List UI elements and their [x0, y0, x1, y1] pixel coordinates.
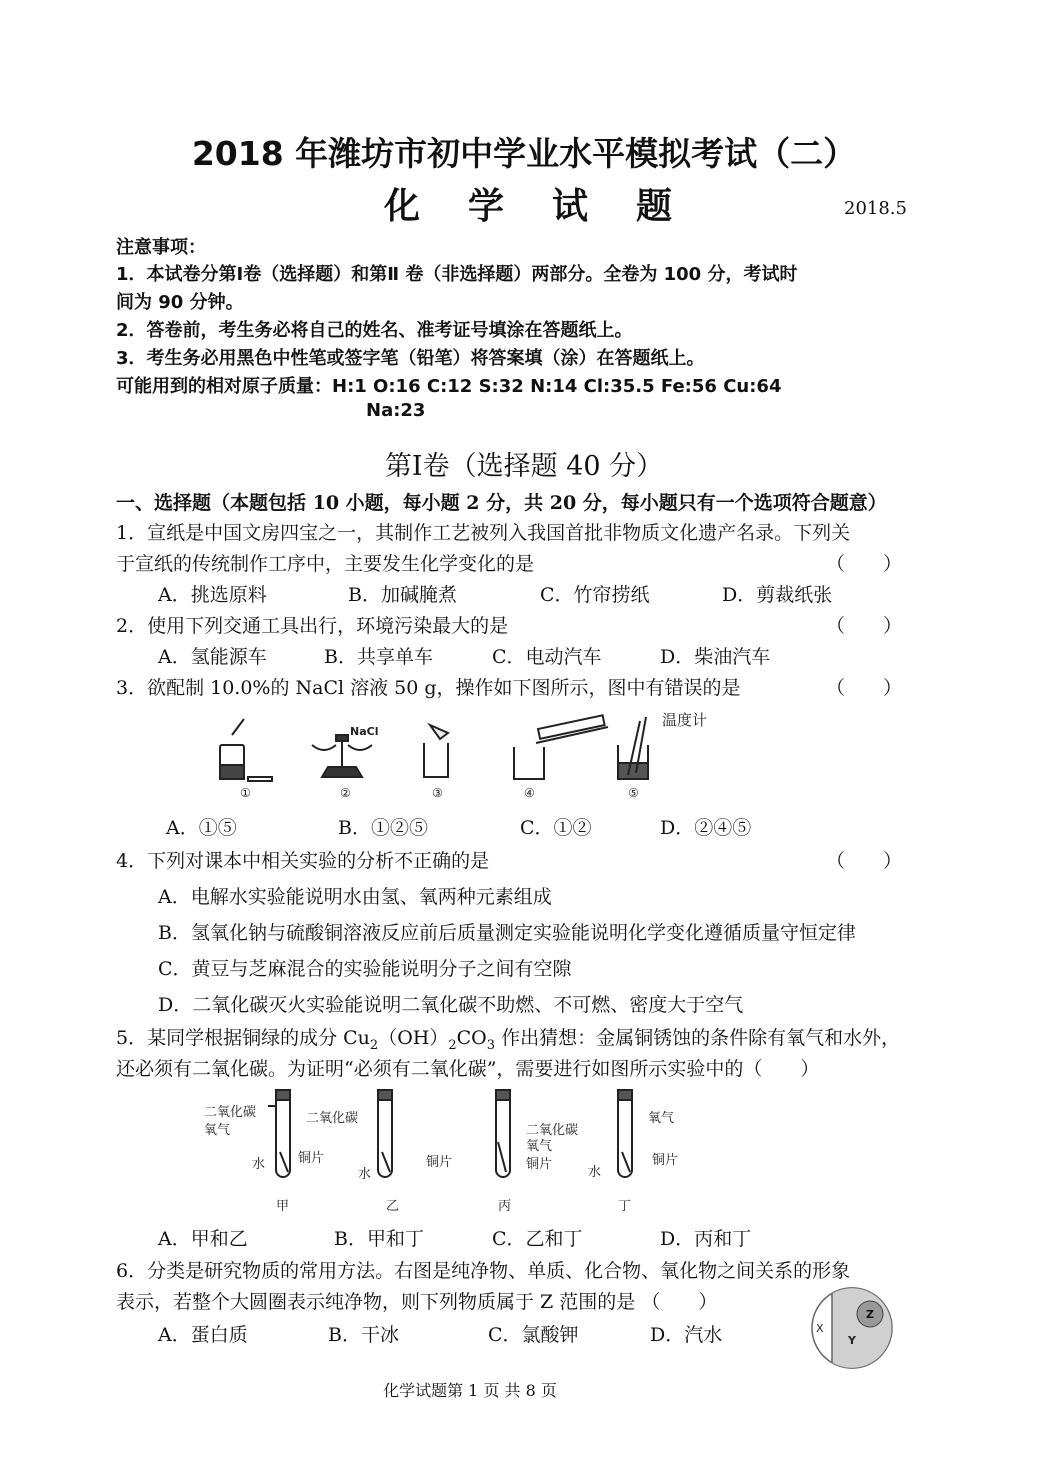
tube-label-ding: 丁	[618, 1199, 632, 1214]
reagent-bottle-diagram	[220, 719, 272, 781]
tube2-cu-label: 铜片	[426, 1155, 453, 1170]
q5-sub3: 3	[486, 1037, 496, 1053]
q5-line1	[116, 1023, 900, 1053]
q2-answer-blank: （ ）	[826, 615, 903, 637]
exam-date: 2018.5	[844, 198, 907, 219]
q3-option-c: C．①②	[520, 817, 592, 839]
balance-diagram	[312, 735, 372, 777]
q6-option-a: A．蛋白质	[158, 1324, 248, 1346]
tube4-cu-label: 铜片	[652, 1153, 679, 1168]
q2-text: 2．使用下列交通工具出行，环境污染最大的是	[116, 615, 509, 637]
atomic-masses: 可能用到的相对原子质量：H:1 O:16 C:12 S:32 N:14 Cl:35.5 Fe:56 Cu:64	[116, 376, 782, 397]
note-1a: 1．本试卷分第Ⅰ卷（选择题）和第Ⅱ 卷（非选择题）两部分。全卷为 100 分，考试时	[116, 264, 798, 285]
tube2-co2-label: 二氧化碳	[306, 1111, 359, 1126]
exam-title: 2018 年潍坊市初中学业水平模拟考试（二）	[191, 134, 857, 173]
tube4-water-label: 水	[588, 1165, 602, 1180]
q1-option-a: A．挑选原料	[158, 584, 267, 606]
beaker-pouring-diagram	[424, 725, 448, 777]
step-3-label: ③	[432, 786, 443, 800]
step-2-label: ②	[340, 786, 351, 800]
tube3-cu-label: 铜片	[526, 1157, 553, 1172]
q5-option-a: A．甲和乙	[158, 1228, 248, 1250]
tube1-water-label: 水	[252, 1157, 266, 1172]
q4-option-a: A．电解水实验能说明水由氢、氧两种元素组成	[158, 886, 552, 908]
tube2-water-label: 水	[358, 1167, 372, 1182]
q2-option-b: B．共享单车	[324, 646, 433, 668]
cylinder-pouring-diagram	[514, 715, 608, 779]
q1-option-c: C．竹帘捞纸	[540, 584, 650, 606]
tube-label-jia: 甲	[276, 1199, 290, 1214]
q6-venn-diagram	[804, 1286, 900, 1370]
q3-option-a: A．①⑤	[166, 817, 237, 839]
step-1-label: ①	[240, 786, 251, 800]
subject-title: 化学试题	[384, 186, 721, 227]
section-title: 第Ⅰ卷（选择题 40 分）	[384, 451, 664, 482]
q6-option-c: C．氯酸钾	[488, 1324, 579, 1346]
q5-tubes-figure	[196, 1086, 716, 1216]
q5-line2: 还必须有二氧化碳。为证明“必须有二氧化碳”，需要进行如图所示实验中的（ ）	[116, 1058, 820, 1080]
venn-x-label: X	[816, 1322, 824, 1335]
notes-heading: 注意事项：	[116, 237, 206, 258]
step-4-label: ④	[524, 786, 535, 800]
q6-option-d: D．汽水	[650, 1324, 723, 1346]
q2-option-d: D．柴油汽车	[660, 646, 771, 668]
q4-text: 4．下列对课本中相关实验的分析不正确的是	[116, 850, 490, 872]
q4-answer-blank: （ ）	[826, 850, 903, 872]
thermometer-label: 温度计	[662, 711, 708, 729]
tube1-cu-label: 铜片	[298, 1151, 325, 1166]
q4-option-d: D．二氧化碳灭火实验能说明二氧化碳不助燃、不可燃、密度大于空气	[158, 994, 744, 1016]
q2-option-a: A．氢能源车	[158, 646, 267, 668]
q5-line1d: 作出猜想：金属铜锈蚀的条件除有氧气和水外，	[495, 1027, 901, 1049]
q5-line1a: 5．某同学根据铜绿的成分 Cu	[116, 1027, 370, 1049]
q5-line1b: （OH）	[378, 1027, 449, 1049]
tube3-o2-label: 氧气	[526, 1139, 553, 1154]
q1-line1: 1．宣纸是中国文房四宝之一，其制作工艺被列入我国首批非物质文化遗产名录。下列关	[116, 522, 851, 544]
tube3-co2-label: 二氧化碳	[526, 1123, 579, 1138]
note-1b: 间为 90 分钟。	[116, 292, 244, 313]
q1-option-d: D．剪裁纸张	[722, 584, 833, 606]
q5-sub1: 2	[369, 1037, 379, 1053]
tube-label-yi: 乙	[386, 1199, 400, 1214]
note-2: 2．答卷前，考生务必将自己的姓名、准考证号填涂在答题纸上。	[116, 320, 633, 341]
q6-line2: 表示，若整个大圆圈表示纯净物，则下列物质属于 Z 范围的是 （ ）	[116, 1291, 718, 1313]
q5-option-b: B．甲和丁	[334, 1228, 424, 1250]
q3-answer-blank: （ ）	[826, 677, 903, 699]
q4-option-b: B．氢氧化钠与硫酸铜溶液反应前后质量测定实验能说明化学变化遵循质量守恒定律	[158, 922, 856, 944]
q6-option-b: B．干冰	[328, 1324, 399, 1346]
q1-option-b: B．加碱腌煮	[348, 584, 457, 606]
section-instructions: 一、选择题（本题包括 10 小题，每小题 2 分，共 20 分，每小题只有一个选项符合题意）	[116, 492, 887, 514]
stirring-thermometer-diagram	[618, 717, 648, 779]
q1-answer-blank: （ ）	[826, 553, 903, 575]
q5-option-d: D．丙和丁	[660, 1228, 752, 1250]
q6-line1: 6．分类是研究物质的常用方法。右图是纯净物、单质、化合物、氧化物之间关系的形象	[116, 1260, 851, 1282]
venn-z-label: Z	[866, 1308, 874, 1321]
q3-option-d: D．②④⑤	[660, 817, 752, 839]
nacl-label: NaCl	[350, 725, 379, 738]
step-5-label: ⑤	[628, 786, 639, 800]
tube-label-bing: 丙	[498, 1199, 512, 1214]
atomic-masses-cont: Na:23	[366, 400, 426, 421]
q5-option-c: C．乙和丁	[492, 1228, 583, 1250]
q3-text: 3．欲配制 10.0%的 NaCl 溶液 50 g，操作如下图所示，图中有错误的是	[116, 677, 741, 699]
q5-line1c: CO	[456, 1027, 487, 1049]
q4-option-c: C．黄豆与芝麻混合的实验能说明分子之间有空隙	[158, 958, 572, 980]
page-footer: 化学试题第 1 页 共 8 页	[383, 1381, 557, 1400]
tube4-o2-label: 氧气	[648, 1111, 675, 1126]
q1-line2: 于宣纸的传统制作工序中，主要发生化学变化的是	[116, 553, 535, 575]
tube1-o2-label: 氧气	[204, 1123, 231, 1138]
q2-option-c: C．电动汽车	[492, 646, 602, 668]
tube1-co2-label: 二氧化碳	[204, 1105, 257, 1120]
q3-option-b: B．①②⑤	[338, 817, 428, 839]
note-3: 3．考生务必用黑色中性笔或签字笔（铅笔）将答案填（涂）在答题纸上。	[116, 348, 705, 369]
venn-y-label: Y	[848, 1334, 856, 1347]
q5-sub2: 2	[448, 1037, 457, 1053]
q3-solution-figure	[200, 705, 720, 805]
